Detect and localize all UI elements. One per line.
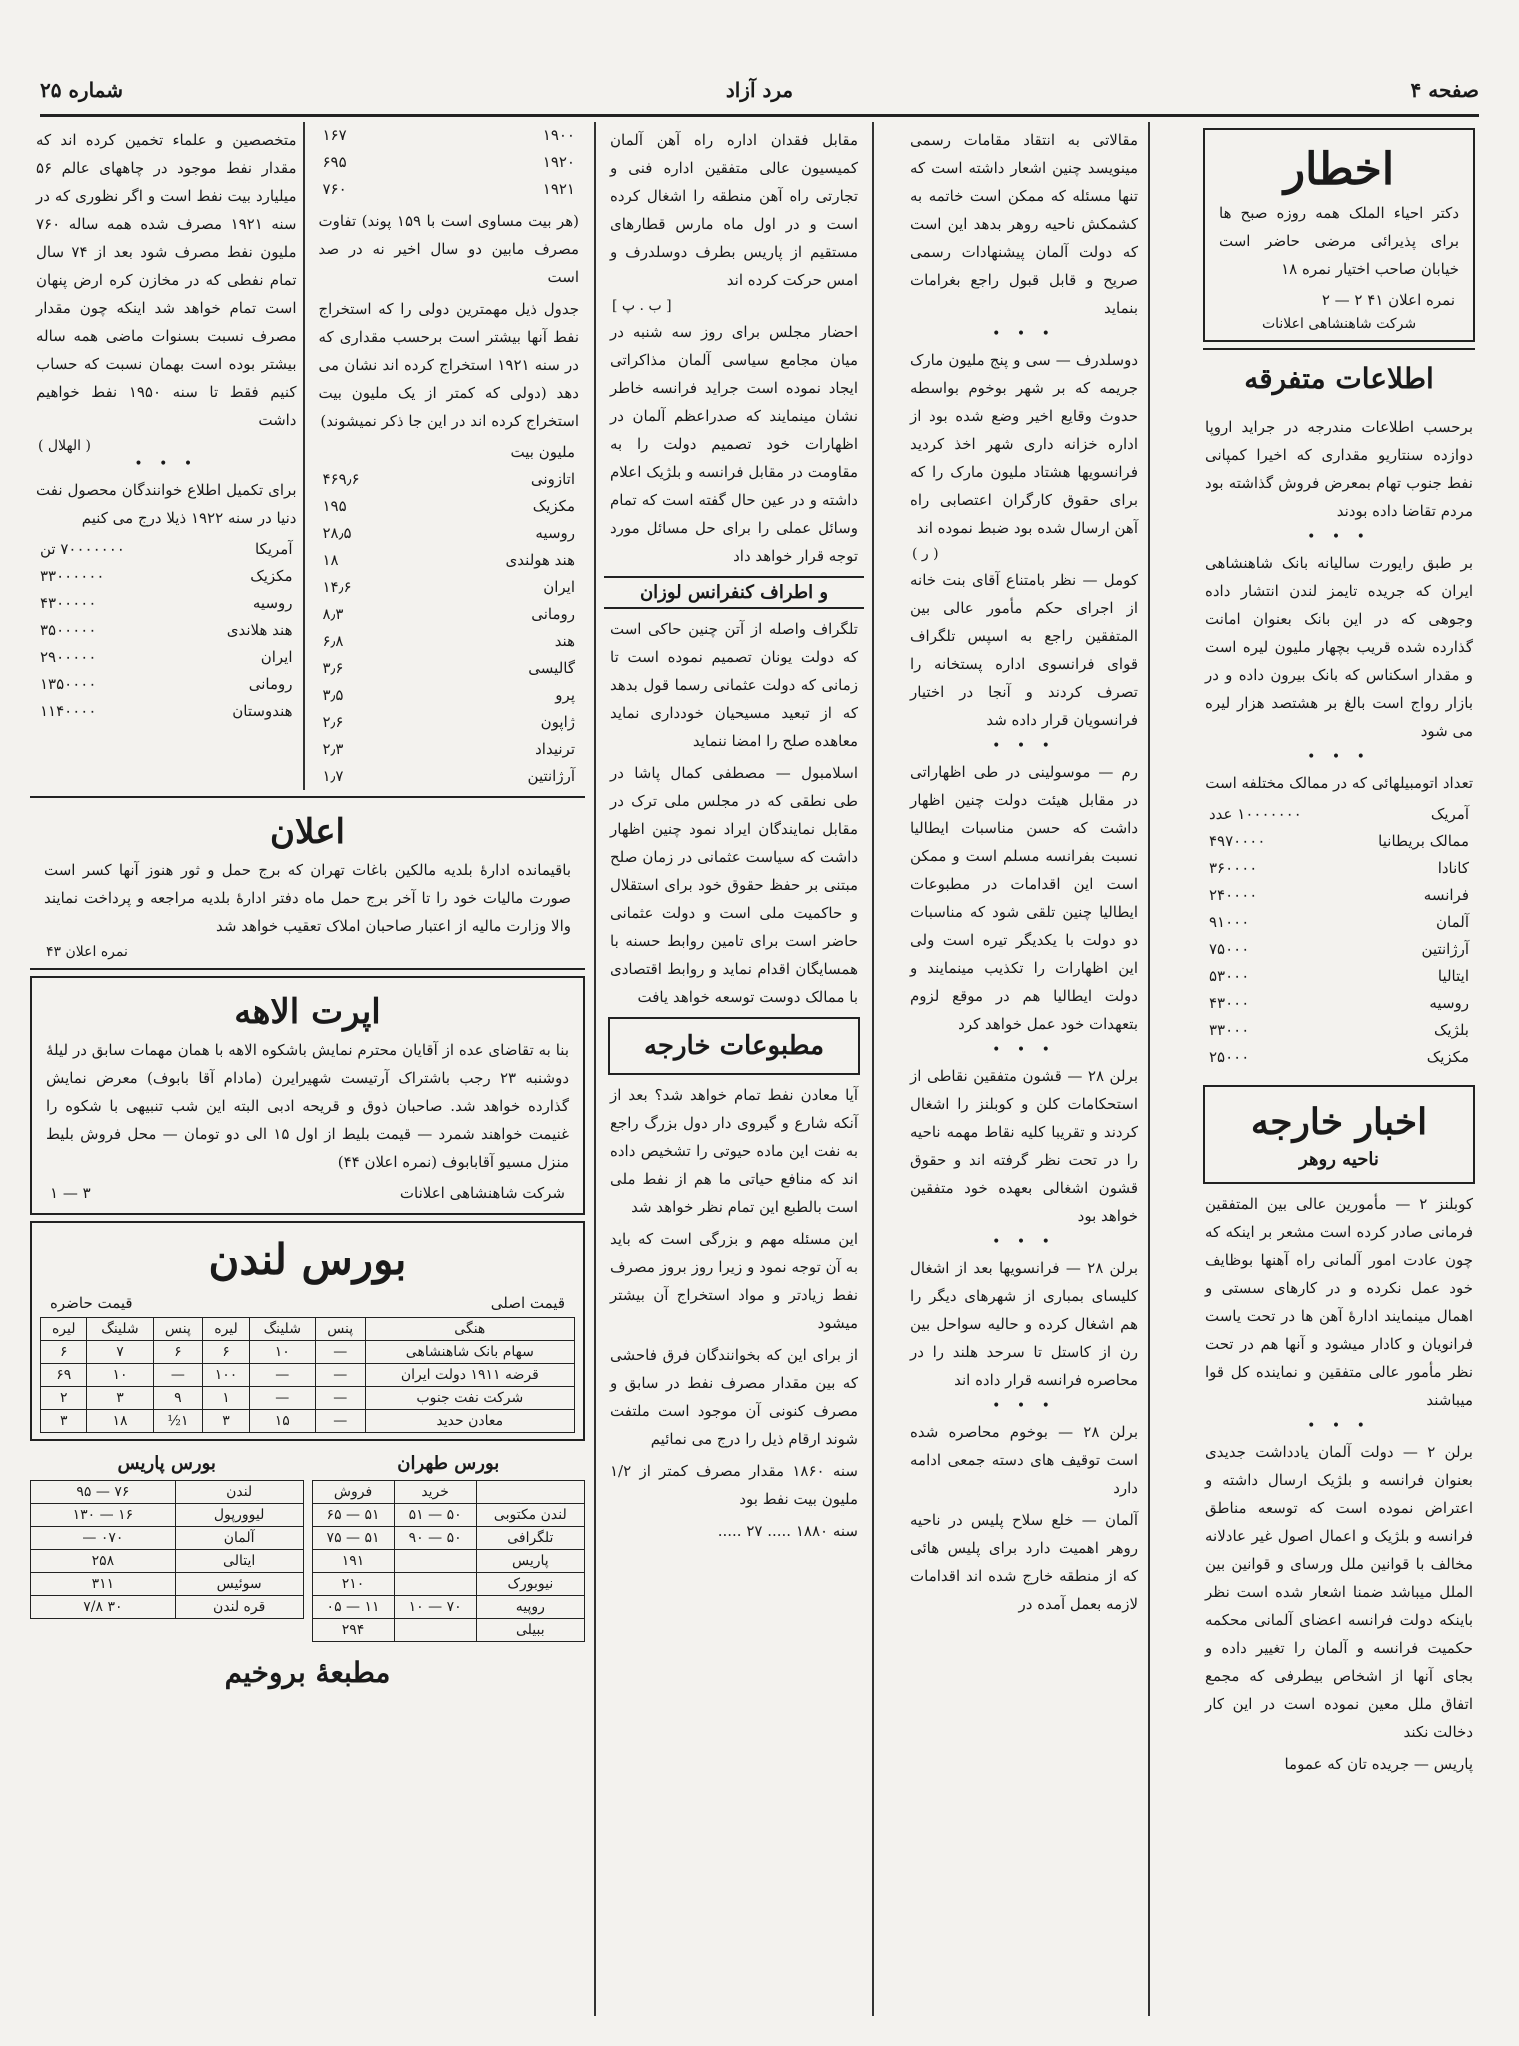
tehran-row-cell: ۵۱ — ۷۵ [312,1527,394,1550]
car-count-row-label: آرژانتین [1421,940,1469,958]
oil-country-row-label: ژاپون [540,713,575,731]
paris-bourse-table [30,1480,304,1619]
year-row-label: ۱۹۲۱ [542,180,575,198]
opera-company: شرکت شاهنشاهی اعلانات [399,1184,565,1202]
notice-ad-number: نمره اعلان ۴۱ ۲ — ۲ [1321,291,1455,309]
bourse-cell: ۲ [41,1387,87,1410]
year-row [323,122,576,149]
oil-country-row-value: ۸٫۳ [322,605,344,623]
oil-production-row-value: ۱۳۵۰۰۰۰ [40,675,97,693]
foreign-press-title: مطبوعات خارجه [643,1031,825,1061]
paris-row-cell: ۳۰ ۷/۸ [31,1596,176,1619]
oil-country-row [323,547,576,574]
bourse-cell: ۱۰ [249,1341,315,1364]
col2-sig: ( ر ) [912,546,939,562]
bourse-col-header: شلینگ [249,1318,315,1341]
oil-country-row-value: ۲۸٫۵ [322,524,352,542]
bourse-header-now: قیمت حاضره [50,1294,133,1312]
adlan-box [30,796,585,970]
oil-country-row [323,574,576,601]
misc-body-2: بر طبق رایورت سالیانه بانک شاهنشاهی ایران که جریده تایمز لندن انتشار داده وجوهی که در این بانک بعنوان امانت گذارده شده قریب بچهار ملیون لیره است و مقدار اسکناس که بانک بیرون داده و در بازار رواج است بالغ بر هشتصد هزار لیره می شود [1205,554,1473,740]
opera-body: بنا به تقاضای عده از آقایان محترم نمایش باشکوه الاهه با همان مهمات سابق در لیلهٔ دوشنبه ۲۳ رجب باشتراک آرتیست شهیرایرن (مادام آقا بابوف) معرض نمایش گذارده خواهد شد. صاحبان ذوق و قریحه ادبی البته این شب تنبیهی با شکوه را غنیمت خواهند شمرد — قیمت بلیط از اول ۱۵ الی دو تومان — محل فروش بلیط منزل مسیو آقابابوف (نمره اعلان ۴۴) [46,1041,570,1171]
oil-country-row [323,628,576,655]
oil-country-row-value: ۳٫۵ [322,686,344,704]
separator: • • • [992,1042,1056,1058]
separator: • • • [992,1398,1056,1414]
page-number: صفحه ۴ [1410,78,1479,102]
car-count-row-value: ۱۰۰۰۰۰۰۰ عدد [1209,805,1302,823]
tehran-table-head [312,1481,585,1504]
oil-production-row-value: ۴۳۰۰۰۰۰ [40,594,97,612]
bourse-cell: ۶ [41,1341,87,1364]
oil-table-2 [30,536,303,725]
separator: • • • [992,326,1056,342]
car-count-row-value: ۳۶۰۰۰۰ [1209,859,1258,877]
oil-country-row-label: هند [554,632,575,650]
paris-row [31,1573,304,1596]
oil-country-row-label: روسیه [535,524,575,542]
car-count-row [1209,909,1469,936]
bourse-cell: — [315,1364,365,1387]
separator: • • • [134,456,199,472]
tehran-row-cell: ببیلی [476,1619,584,1642]
tehran-bourse-table [312,1480,586,1642]
col3-para-6: این مسئله مهم و بزرگی است که باید به آن توجه نمود و زیرا روز بروز مصرف نفط زیادتر و مواد استخراج آن بیشتر میشود [610,1230,858,1332]
car-count-row-value: ۷۵۰۰۰ [1209,940,1250,958]
paris-table-body [31,1481,304,1619]
oil-production-row-label: هند هلاندی [226,621,293,639]
tehran-row-cell: ۱۱ — ۰۵ [312,1596,394,1619]
bourse-cell: ۶ [203,1341,249,1364]
oil-production-row-value: ۱۱۴۰۰۰۰ [40,702,97,720]
issue-number: شماره ۲۵ [40,78,123,102]
oil-country-row-value: ۱۴٫۶ [322,578,352,596]
oil-production-row [40,536,293,563]
col2-para-8: آلمان — خلع سلاح پلیس در ناحیه روهر اهمیت دارد برای پلیس هائی که از منطقه خارج شده اند اقدامات لازمه بعمل آمده در [910,1511,1138,1613]
oil-country-row-label: گالیسی [528,659,575,677]
oil-production-row [40,563,293,590]
london-bourse-title: بورس لندن [208,1235,407,1284]
col2-para-6: برلن ۲۸ — فرانسویها بعد از اشغال کلیسای بمباری از شهرهای دیگر را هم اشغال کرده و حالیه سواحل بین رن از کاستل تا سرحد هلند را در محاصره فرانسه قرار داده اند [910,1259,1138,1389]
car-count-row-value: ۲۵۰۰۰ [1209,1048,1250,1066]
tehran-header-sell: فروش [312,1481,394,1504]
separator: • • • [1307,1418,1371,1434]
car-count-row-label: فرانسه [1423,886,1469,904]
year-row-label: ۱۹۰۰ [542,126,575,144]
oil-note-2: جدول ذیل مهمترین دولی را که استخراج نفط آنها بیشتر است برحسب مقداری که در سنه ۱۹۲۱ استخراج کرده اند نشان می دهد (دولی که کمتر از یک ملیون بیت استخراج کرده اند در این جا ذکر نمیشوند) [318,300,579,430]
oil-country-row-label: پرو [555,686,575,704]
col3-para-8: سنه ۱۸۶۰ مقدار مصرف کمتر از ۱/۲ ملیون بیت نفط بود [610,1462,858,1508]
car-count-row-value: ۳۳۰۰۰ [1209,1021,1250,1039]
oil-country-row-label: مکزیک [532,497,575,515]
oil-country-row-value: ۴۶۹٫۶ [322,470,360,488]
bourse-cell: — [249,1387,315,1410]
tehran-row-cell: روپیه [476,1596,584,1619]
tehran-row-cell: ۵۰ — ۹۰ [394,1527,476,1550]
tehran-header-buy: خرید [394,1481,476,1504]
bourse-cell: — [153,1364,203,1387]
column-divider [872,122,874,2016]
bourse-cell: ۱½ [153,1410,203,1433]
year-row-value: ۶۹۵ [322,153,347,171]
paris-row-cell: لندن [175,1481,303,1504]
oil-country-row [323,763,576,790]
oil-country-row-value: ۲٫۳ [322,740,344,758]
col3-para-9: سنه ۱۸۸۰ ..... ۲۷ ..... [717,1522,858,1540]
oil-unit: ملیون بیت [510,443,575,461]
car-count-row-label: کانادا [1437,859,1469,877]
bourse-cell: ۱۸ [87,1410,153,1433]
opera-tag: ۳ — ۱ [50,1184,91,1202]
tehran-row [312,1573,585,1596]
bourse-header-base: قیمت اصلی [490,1294,565,1312]
bourse-cell: ۱۵ [249,1410,315,1433]
paris-row [31,1527,304,1550]
cars-title: تعداد اتومبیلهائی که در ممالک مختلفه است [1205,774,1473,792]
tehran-row-cell [394,1573,476,1596]
bourse-row [41,1364,575,1387]
col2-para-1: مقالاتی به انتقاد مقامات رسمی مینویسد چنین اشعار داشته است که تنها مسئله که ممکن است خاتمه به کشمکش ناحیه روهر بدهد این است که دولت آلمان پیشنهادات رسمی صریح و قابل قبول راجع بغرامات بنماید [910,131,1138,317]
bourse-cell: — [315,1341,365,1364]
car-count-row-label: ایتالیا [1437,967,1469,985]
bourse-bottom [30,1447,585,1642]
col2-para-4: رم — موسولینی در طی اظهاراتی در مقابل هیئت دولت چنین اظهار داشت که حسن مناسبات ایطالیا نسبت بفرانسه مسلم است و ممکن است این اقدامات در مطبوعات ایطالیا چنین تلقی شود که مناسبات دو دولت با یکدیگر تیره است ولی این اظهارات را تکذیب مینمایند و دولت ایطالیا هم در موقع لزوم بتعهدات خود عمل خواهد کرد [910,763,1138,1033]
adlan-title: اعلان [270,812,345,852]
paris-row [31,1504,304,1527]
tehran-row-cell: تلگرافی [476,1527,584,1550]
col3-para-4: اسلامبول — مصطفی کمال پاشا در طی نطقی که در مجلس ملی ترک در مقابل نمایندگان ایراد نمود چنین اظهار داشت که سیاست عثمانی در زمان صلح مبتنی بر حفظ حقوق خود برای استقلال و حاکمیت ملی است و دولت عثمانی حاضر است برای تامین روابط حسنه با همسایگان اقدام نماید و روابط اقتصادی با ممالک دوست توسعه خواهد یافت [610,764,858,1006]
bourse-row [41,1341,575,1364]
oil-production-row-label: مکزیک [250,567,293,585]
col3-para-5: آیا معادن نفط تمام خواهد شد؟ بعد از آنکه شارع و گیروی دار دول بزرگ راجع به نفت این ماده حیوتی را تشخیص داده اند که منافع حیاتی ما هم از نفط ملی است بالطبع این تمام نظر خواهد شد [610,1086,858,1216]
column-divider [594,122,596,2016]
oil-right [313,122,586,790]
bourse-cell: ۷ [87,1341,153,1364]
oil-table-1 [313,466,586,790]
paris-row-cell: ایتالی [175,1550,303,1573]
paris-row [31,1481,304,1504]
column-divider [1148,122,1150,2016]
foreign-subtitle: ناحیه روهر [1299,1149,1379,1170]
tehran-table-body [312,1504,585,1642]
oil-country-row-label: رومانی [531,605,575,623]
masthead [40,70,1479,110]
opera-title: اپرت الاهه [234,992,381,1032]
misc-section [1203,348,1475,407]
notice-body: دکتر احیاء الملک همه روزه صبح ها برای پذیرائی مرضی حاضر است خیابان صاحب اختیار نمره ۱۸ [1219,204,1459,278]
oil-production-row [40,698,293,725]
oil-production-row-label: رومانی [248,675,293,693]
bourse-cell: ۱ [203,1387,249,1410]
col3-sig: [ ب . پ ] [612,298,672,314]
oil-production-row [40,671,293,698]
oil-country-row-value: ۱٫۷ [322,767,344,785]
oil-production-row [40,590,293,617]
paris-bourse-title: بورس پاریس [117,1453,216,1474]
car-count-row-label: مکزیک [1426,1048,1469,1066]
col3-para-7: از برای این که بخوانندگان فرق فاحشی که بین مقدار مصرف نفط در سابق و مصرف کنونی آن موجود است ملتفت شوند ارقام ذیل را درج می نمائیم [610,1346,858,1448]
paris-bourse [30,1447,304,1642]
foreign-title: اخبار خارجه [1250,1101,1428,1143]
bourse-cell: ۳ [87,1387,153,1410]
misc-title: اطلاعات متفرقه [1244,362,1434,395]
paper-name: مرد آزاد [725,78,794,102]
oil-country-row [323,466,576,493]
oil-country-row-label: اتازونی [530,470,575,488]
car-count-row [1209,963,1469,990]
foreign-body-2: برلن ۲ — دولت آلمان یادداشت جدیدی بعنوان فرانسه و بلژیک ارسال داشته و اعتراض نموده است که توسعه مناطق فرانسه و بلژیک و اعمال اصول غیر عادلانه مخالف با قوانین ملل ورسای و قوانین بین الملل میباشد ضمنا اشعار شده است نظر باینکه دولت فرانسه اعضای آلمانی محکمه حکمیت فرانسه و آلمان را تغییر داده و بجای آنها از اشخاص بیطرفی که مجمع اتفاق ملل معین نموده است در این کار دخالت نکند [1205,1443,1473,1741]
oil-para-2: برای تکمیل اطلاع خوانندگان محصول نفت دنیا در سنه ۱۹۲۲ ذیلا درج می کنیم [36,481,297,527]
paris-row-cell: آلمان [175,1527,303,1550]
year-row-label: ۱۹۲۰ [542,153,575,171]
paris-row-cell: قره لندن [175,1596,303,1619]
adlan-number: نمره اعلان ۴۳ [46,944,128,960]
foreign-header [1203,1085,1475,1184]
tehran-row [312,1619,585,1642]
misc-body: برحسب اطلاعات مندرجه در جراید اروپا دوازده سنتاریو مقداری که اخیرا کمپانی نفط جنوب تهام بمعرض فروش گذاشته بود مردم تقاضا داده بودند [1205,418,1473,520]
bourse-col-header: شلینگ [87,1318,153,1341]
oil-country-row [323,520,576,547]
oil-country-row [323,655,576,682]
oil-left [30,122,305,790]
bourse-col-header: پنس [315,1318,365,1341]
printer-name: مطبعهٔ بروخیم [224,1656,391,1689]
paris-row-cell: لیوورپول [175,1504,303,1527]
oil-production-row-label: آمریکا [254,540,293,558]
oil-production-row-value: ۳۵۰۰۰۰۰ [40,621,97,639]
car-count-row-label: روسیه [1429,994,1469,1012]
tehran-header-empty [476,1481,584,1504]
paris-row-cell: ۳۱۱ [31,1573,176,1596]
car-count-row-label: ممالک بریطانیا [1378,832,1469,850]
bourse-cell: — [315,1410,365,1433]
paris-row-cell: ۲۵۸ [31,1550,176,1573]
col3-para-1: مقابل فقدان اداره راه آهن آلمان کمیسیون عالی متفقین اداره فنی و تجارتی راه آهن منطقه را اشغال کرده است و در اول ماه مارس قطارهای مستقیم از پاریس بطرف دوسلدرف و امس حرکت کرده اند [610,131,858,289]
foreign-press-header [608,1017,860,1075]
car-count-row [1209,990,1469,1017]
tehran-row [312,1527,585,1550]
bourse-cell: — [249,1364,315,1387]
col2-para-5: برلن ۲۸ — قشون متفقین نقاطی از استحکامات کلن و کوبلنز را اشغال کردند و تقریبا کلیه نقاط مهمه ناحیه را در تحت نظر گرفته اند و حقوق قشون اشغالی بعهده خود متفقین خواهد بود [910,1067,1138,1225]
car-count-row [1209,855,1469,882]
separator: • • • [1307,529,1371,545]
year-row [323,176,576,203]
separator: • • • [992,1234,1056,1250]
tehran-row-cell: ۷۰ — ۱۰ [394,1596,476,1619]
oil-production-row [40,617,293,644]
oil-country-row-value: ۱۹۵ [322,497,347,515]
notice-company: شرکت شاهنشاهی اعلانات [1261,316,1417,332]
paris-row-cell: سوئیس [175,1573,303,1596]
tehran-row [312,1504,585,1527]
tehran-row-cell: نیوبورک [476,1573,584,1596]
bourse-col-header: لیره [41,1318,87,1341]
tehran-row [312,1596,585,1619]
tehran-row-cell: پاریس [476,1550,584,1573]
car-count-row-value: ۴۹۷۰۰۰۰ [1209,832,1266,850]
oil-note-1: (هر بیت مساوی است با ۱۵۹ پوند) تفاوت مصرف مابین دو سال اخیر نه در صد است [318,212,579,286]
tehran-bourse-title: بورس طهران [397,1453,500,1474]
bourse-table-body [41,1341,575,1433]
bourse-cell: ۹ [153,1387,203,1410]
bourse-cell: ۱۰۰ [203,1364,249,1387]
notice-box [1203,128,1475,342]
column-4 [30,122,585,2016]
paris-row-cell: ۱۶ — ۱۳۰ [31,1504,176,1527]
bourse-cell: شرکت نفت جنوب [365,1387,574,1410]
cars-list [1199,801,1479,1071]
oil-country-row-value: ۱۸ [322,551,339,569]
oil-country-row-value: ۶٫۸ [322,632,344,650]
bourse-col-header: لیره [203,1318,249,1341]
bourse-row [41,1387,575,1410]
oil-country-row-label: آرژانتین [527,767,575,785]
paris-row [31,1550,304,1573]
london-bourse-table [40,1317,575,1433]
tehran-row-cell: ۲۹۴ [312,1619,394,1642]
oil-sig-1: ( الهلال ) [38,438,91,454]
oil-para-1: متخصصین و علماء تخمین کرده اند که مقدار نفط موجود در چاههای عالم ۵۶ میلیارد بیت نفط است و اگر نظوری که در سنه ۱۹۲۱ مصرف شده همه ساله ۷۶۰ ملیون نفط مصرف شود بعد از ۷۴ سال تمام نفطی که در مخازن کره ارض پنهان است تمام خواهد شد اینکه چون مقدار مصرف نسبت بسنوات ماضی همه ساله بیشتر بوده است بهمان نسبت که حساب کنیم فقط تا سنه ۱۹۵۰ نفط خواهیم داشت [36,131,297,429]
col3-para-2: احضار مجلس برای روز سه شنبه در میان مجامع سیاسی آلمان مذاکراتی ایجاد نموده است جراید فرانسه خاطر نشان مینمایند که صدراعظم آلمان در اظهارات خود تصمیم دولت را به مقاومت در مقابل فرانسه و بلژیک اعلام داشته و در عین حال گفته است که تمام وسائل عملی را برای حل مسائل مورد توجه قرار خواهد داد [610,323,858,565]
car-count-row [1209,828,1469,855]
column-1 [1199,122,1479,2016]
car-count-row [1209,936,1469,963]
bourse-cell: ۳ [203,1410,249,1433]
bourse-table-head [41,1318,575,1341]
oil-production-row [40,644,293,671]
london-bourse [30,1221,585,1441]
masthead-rule [40,114,1479,117]
bourse-cell: ۶۹ [41,1364,87,1387]
car-count-row-value: ۴۳۰۰۰ [1209,994,1250,1012]
foreign-end: پاریس — جریده تان که عموما [1284,1755,1473,1773]
tehran-row [312,1550,585,1573]
tehran-row-cell: ۵۰ — ۵۱ [394,1504,476,1527]
oil-top [30,122,585,790]
oil-production-row-value: ۲۹۰۰۰۰۰ [40,648,97,666]
separator: • • • [992,738,1056,754]
oil-country-row-value: ۳٫۶ [322,659,344,677]
oil-production-row-value: ۳۳۰۰۰۰۰۰ [40,567,105,585]
oil-production-row-value: ۷۰۰۰۰۰۰۰ تن [40,540,125,558]
car-count-row-label: آلمان [1436,913,1469,931]
oil-country-row [323,601,576,628]
year-row-value: ۱۶۷ [322,126,347,144]
tehran-row-cell: ۵۱ — ۶۵ [312,1504,394,1527]
years-list [313,122,586,203]
foreign-body: کوبلنز ۲ — مأمورین عالی بین المتفقین فرمانی صادر کرده است مشعر بر اینکه که چون عادت امور آلمانی راه آهنها بوظایف خود عمل نکرده و در کارهای سستی و اهمال مینمایند ادارهٔ آهن ها در تحت یاست فرانویان و کادار میشود و آنها هم در تحت نظر مأمور عالی متفقین و نماینده کل قوا میباشند [1205,1195,1473,1409]
oil-country-row [323,736,576,763]
oil-production-row-label: ایران [260,648,293,666]
bourse-row [41,1410,575,1433]
col2-para-7: برلن ۲۸ — بوخوم محاصره شده است توقیف های دسته جمعی ادامه دارد [910,1423,1138,1497]
paris-row-cell: ۷۶ — ۹۵ [31,1481,176,1504]
column-2 [904,122,1144,2016]
oil-production-row-label: هندوستان [232,702,293,720]
bourse-cell: ۳ [41,1410,87,1433]
year-row [323,149,576,176]
bourse-cell: — [315,1387,365,1410]
car-count-row-label: آمریک [1430,805,1469,823]
paris-row-cell: ۰۷۰ — [31,1527,176,1550]
car-count-row-label: بلژیک [1433,1021,1469,1039]
lausanne-title: و اطراف کنفرانس لوزان [604,576,864,609]
oil-country-row-label: هند هولندی [505,551,575,569]
tehran-row-cell [394,1619,476,1642]
tehran-row-cell: ۱۹۱ [312,1550,394,1573]
bourse-col-header: پنس [153,1318,203,1341]
car-count-row [1209,801,1469,828]
bourse-cell: معادن حدید [365,1410,574,1433]
year-row-value: ۷۶۰ [322,180,347,198]
tehran-bourse [312,1447,586,1642]
car-count-row-value: ۲۴۰۰۰۰ [1209,886,1258,904]
tehran-row-cell: لندن مکتوبی [476,1504,584,1527]
separator: • • • [1307,749,1371,765]
tehran-row-cell: ۲۱۰ [312,1573,394,1596]
col2-para-3: کومل — نظر بامتناع آقای بنت خانه از اجرای حکم مأمور عالی بین المتفقین راجع به اسپس تلگراف قوای فرانسوی اداره پستخانه را تصرف کردند و آنجا در اختیار فرانسویان قرار داده شد [910,571,1138,729]
opera-box [30,976,585,1215]
oil-country-row [323,493,576,520]
col3-para-3: تلگراف واصله از آتن چنین حاکی است که دولت یونان تصمیم نموده است تا زمانی که دولت عثمانی رسما قول بدهد که از تبعید مسیحیان خودداری نماید معاهده صلح را امضا ننماید [610,620,858,750]
bourse-cell: قرضه ۱۹۱۱ دولت ایران [365,1364,574,1387]
tehran-row-cell [394,1550,476,1573]
col2-para-2: دوسلدرف — سی و پنج ملیون مارک جریمه که بر شهر بوخوم بواسطه حدوث وقایع اخیر وضع شده بود از اداره خزانه داری شهر اخذ کردید فرانسویها هشتاد ملیون مارک را که برای حقوق کارگران اعتصابی راه آهن ارسال شده بود ضبط نموده اند [910,351,1138,537]
car-count-row-value: ۵۳۰۰۰ [1209,967,1250,985]
bourse-cell: ۶ [153,1341,203,1364]
car-count-row [1209,1017,1469,1044]
bourse-cell: ۱۰ [87,1364,153,1387]
bourse-col-header: هنگی [365,1318,574,1341]
oil-country-row-value: ۲٫۶ [322,713,344,731]
oil-production-row-label: روسیه [252,594,293,612]
adlan-body: باقیمانده ادارهٔ بلدیه مالکین باغات تهران که برج حمل و ثور هنوز آنها کسر است صورت مالیات خود را تا آخر برج حمل ماه دفتر ادارهٔ بلدیه مراجعه و پرداخت نمایند والا وزارت مالیه از اعتبار صاحبان املاک تعقیب خواهد شد [44,861,571,935]
column-3 [604,122,864,2016]
oil-country-row [323,682,576,709]
paris-row [31,1596,304,1619]
car-count-row-value: ۹۱۰۰۰ [1209,913,1250,931]
oil-country-row-label: ایران [543,578,575,596]
car-count-row [1209,882,1469,909]
oil-country-row-label: ترنیداد [535,740,575,758]
car-count-row [1209,1044,1469,1071]
notice-title: اخطار [1283,144,1395,195]
oil-country-row [323,709,576,736]
bourse-cell: سهام بانک شاهنشاهی [365,1341,574,1364]
